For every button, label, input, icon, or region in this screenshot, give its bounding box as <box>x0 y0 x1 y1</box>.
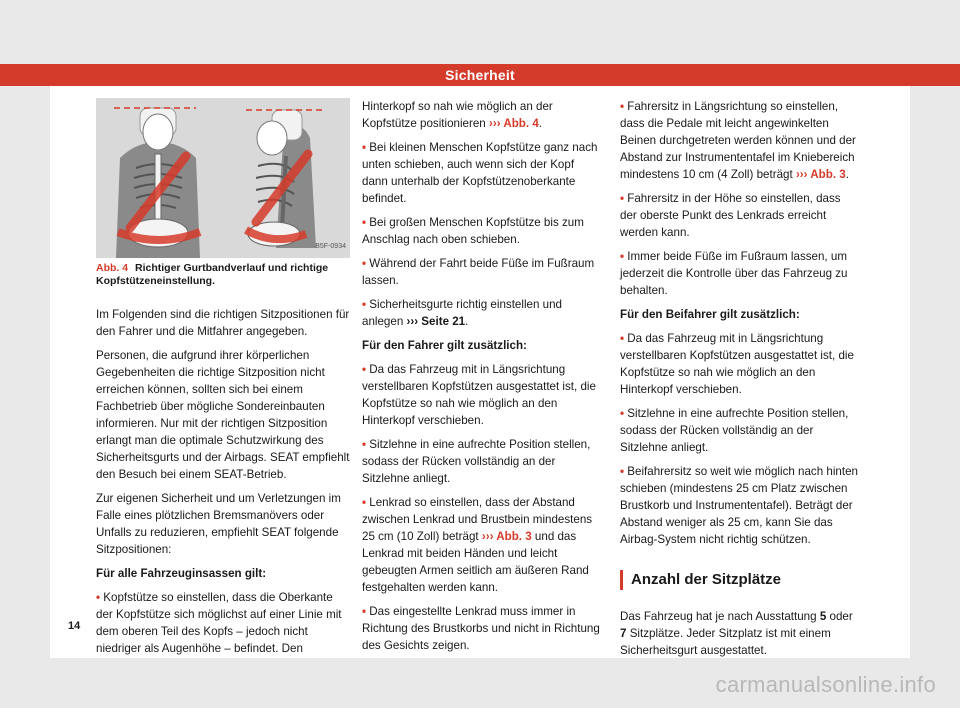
page-number: 14 <box>68 620 81 632</box>
body-paragraph: Zur eigenen Sicherheit und um Verletzungen im Falle eines plötzlichen Bremsmanövers oder Unfalls zu reduzieren, empfiehlt SEAT folgende Sitzpositionen: <box>96 492 341 556</box>
list-item: • Das eingestellte Lenkrad muss immer in Richtung des Brustkorbs und nicht in Richtung des Gesichts zeigen. <box>362 603 602 654</box>
intro-paragraph: Im Folgenden sind die richtigen Sitzpositionen für den Fahrer und die Mitfahrer angegeben. <box>96 308 350 338</box>
column-2 <box>362 98 602 661</box>
subheading-passenger: Für den Beifahrer gilt zusätzlich: <box>620 308 800 321</box>
link-abb-3[interactable]: ››› Abb. 3 <box>795 168 846 181</box>
list-item: • Da das Fahrzeug mit in Längsrichtung verstellbaren Kopfstützen ausgestattet ist, die Kopfstütze so nah wie möglich an den Hinterkopf verschieben. <box>620 330 860 398</box>
figure-code: B5F-0934 <box>315 243 346 250</box>
subheading-all-occupants: Für alle Fahrzeuginsassen gilt: <box>96 567 267 580</box>
list-item: • Beifahrersitz so weit wie möglich nach hinten schieben (mindestens 25 cm Platz zwischen Brustkorb und Instrumententafel). Beträgt der Abstand weniger als 25 cm, kann Sie das Airbag-System nicht richtig schützen. <box>620 463 860 548</box>
body-paragraph: Personen, die aufgrund ihrer körperlichen Gegebenheiten die richtige Sitzposition nicht erreichen können, sollten sich bei einem Fachbetrieb über mögliche Sondereinbauten informieren. Nur mit der richtigen Sitzposition erlangt man die optimale Schutzwirkung des Sicherheitsgurts und der Airbags. SEAT empfiehlt den Besuch bei einem SEAT-Betrieb. <box>96 349 350 481</box>
list-item: • Bei kleinen Menschen Kopfstütze ganz nach unten schieben, auch wenn sich der Kopf dann unterhalb der Kopfstützenoberkante befindet. <box>362 139 602 207</box>
link-abb-3[interactable]: ››› Abb. 3 <box>481 530 532 543</box>
figure-label: Abb. 4 <box>96 262 129 274</box>
column-3 <box>620 98 860 666</box>
list-item: • Da das Fahrzeug mit in Längsrichtung verstellbaren Kopfstützen ausgestattet ist, die Kopfstütze so nah wie möglich an den Hinterkopf verschieben. <box>362 361 602 429</box>
page-header-title: Sicherheit <box>445 67 515 83</box>
list-item: • Sicherheitsgurte richtig einstellen und anlegen ››› Seite 21. <box>362 296 602 330</box>
figure-caption <box>96 262 350 288</box>
list-item: • Während der Fahrt beide Füße im Fußraum lassen. <box>362 255 602 289</box>
list-item-continued: Hinterkopf so nah wie möglich an der Kopfstütze positionieren ››› Abb. 4. <box>362 100 553 130</box>
watermark-text: carmanualsonline.info <box>715 672 936 697</box>
list-item: • Kopfstütze so einstellen, dass die Oberkante der Kopfstütze sich möglichst auf einer Linie mit dem oberen Teil des Kopfs – jedoch nicht niedriger als Augenhöhe – befindet. Den <box>96 589 350 657</box>
figure-caption-text: Richtiger Gurtbandverlauf und richtige Kopfstützeneinstellung. <box>96 262 329 287</box>
seats-paragraph: Das Fahrzeug hat je nach Ausstattung 5 oder 7 Sitzplätze. Jeder Sitzplatz ist mit einem Sicherheitsgurt ausgestattet. <box>620 610 853 657</box>
list-item: • Fahrersitz in der Höhe so einstellen, dass der oberste Punkt des Lenkrads erreicht werden kann. <box>620 190 860 241</box>
list-item: • Lenkrad so einstellen, dass der Abstand zwischen Lenkrad und Brustbein mindestens 25 cm (10 Zoll) beträgt ››› Abb. 3 und das Lenkrad mit beiden Händen und leicht gebeugten Armen seitlich am äußeren Rand festgehalten werden kann. <box>362 494 602 596</box>
list-item: • Bei großen Menschen Kopfstütze bis zum Anschlag nach oben schieben. <box>362 214 602 248</box>
list-item: • Sitzlehne in eine aufrechte Position stellen, sodass der Rücken vollständig an der Sitzlehne anliegt. <box>620 405 860 456</box>
list-item: • Immer beide Füße im Fußraum lassen, um jederzeit die Kontrolle über das Fahrzeug zu behalten. <box>620 248 860 299</box>
header-band <box>0 64 960 86</box>
link-seite-21[interactable]: ››› Seite 21 <box>406 315 466 328</box>
seatbelt-figure <box>96 98 350 258</box>
skeleton-illustration <box>96 98 350 258</box>
link-abb-4[interactable]: ››› Abb. 4 <box>488 117 539 130</box>
section-title: Anzahl der Sitzplätze <box>620 570 860 590</box>
list-item: • Fahrersitz in Längsrichtung so einstellen, dass die Pedale mit leicht angewinkelten Beinen durchgetreten werden können und der Abstand zur Instrumententafel im Kniebereich mindestens 10 cm (4 Zoll) beträgt ››› Abb. 3. <box>620 98 860 183</box>
column-1 <box>96 98 350 664</box>
list-item: • Sitzlehne in eine aufrechte Position stellen, sodass der Rücken vollständig an der Sitzlehne anliegt. <box>362 436 602 487</box>
subheading-driver: Für den Fahrer gilt zusätzlich: <box>362 339 527 352</box>
